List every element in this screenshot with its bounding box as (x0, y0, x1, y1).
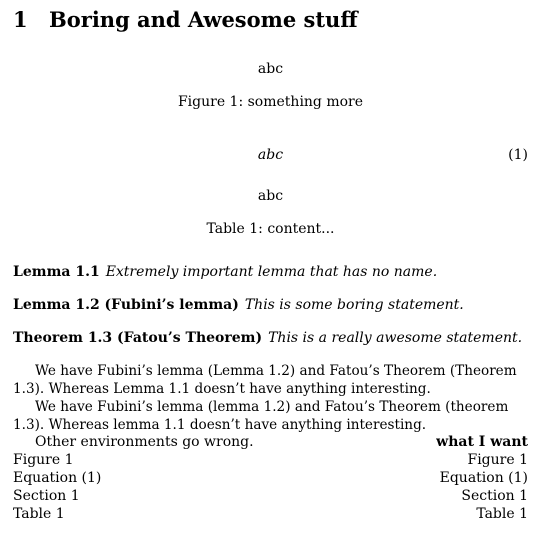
theorem-1-3 (13, 330, 522, 346)
comparison-left-cell: Table 1 (13, 506, 65, 522)
comparison-row (13, 452, 528, 468)
equation-number: (1) (508, 147, 528, 163)
table-caption: Table 1: content... (206, 221, 335, 237)
comparison-right-cell: Section 1 (461, 488, 528, 504)
comparison-header (13, 434, 528, 450)
comparison-right-cell: Table 1 (476, 506, 528, 522)
document-page (13, 0, 528, 537)
section-number: 1 (13, 7, 28, 32)
comparison-left-cell: Equation (1) (13, 470, 102, 486)
table-content: abc (257, 188, 284, 204)
lemma-1-1-body: Extremely important lemma that has no name. (105, 264, 438, 280)
lemma-1-1-head: Lemma 1.1 (13, 264, 100, 280)
paragraph-2 (13, 398, 528, 434)
section-title: Boring and Awesome stuff (49, 7, 358, 32)
lemma-1-2-body: This is some boring statement. (244, 297, 464, 313)
paragraph-1-text: We have Fubini’s lemma (Lemma 1.2) and Fatou’s Theorem (Theorem 1.3). Whereas Lemma 1.1 doesn’t have anything interesting. (13, 363, 517, 397)
figure-content: abc (257, 61, 284, 77)
lemma-1-2 (13, 297, 464, 313)
paragraph-1 (13, 362, 528, 398)
theorem-1-3-head: Theorem 1.3 (Fatou’s Theorem) (13, 330, 263, 346)
lemma-1-1 (13, 264, 437, 280)
comparison-left-header: Other environments go wrong. (35, 434, 254, 450)
paragraph-2-text: We have Fubini’s lemma (lemma 1.2) and Fatou’s Theorem (theorem 1.3). Whereas lemma 1.1 doesn’t have anything interesting. (13, 399, 509, 433)
comparison-row (13, 470, 528, 486)
section-heading (13, 7, 358, 32)
theorem-1-3-body: This is a really awesome statement. (268, 330, 523, 346)
comparison-right-cell: Figure 1 (467, 452, 528, 468)
comparison-row (13, 488, 528, 504)
lemma-1-2-head: Lemma 1.2 (Fubini’s lemma) (13, 297, 239, 313)
comparison-right-header: what I want (436, 434, 528, 450)
comparison-row (13, 506, 528, 522)
figure-caption: Figure 1: something more (177, 94, 364, 110)
equation-content: abc (257, 147, 284, 163)
comparison-left-cell: Figure 1 (13, 452, 74, 468)
comparison-right-cell: Equation (1) (439, 470, 528, 486)
comparison-left-cell: Section 1 (13, 488, 80, 504)
